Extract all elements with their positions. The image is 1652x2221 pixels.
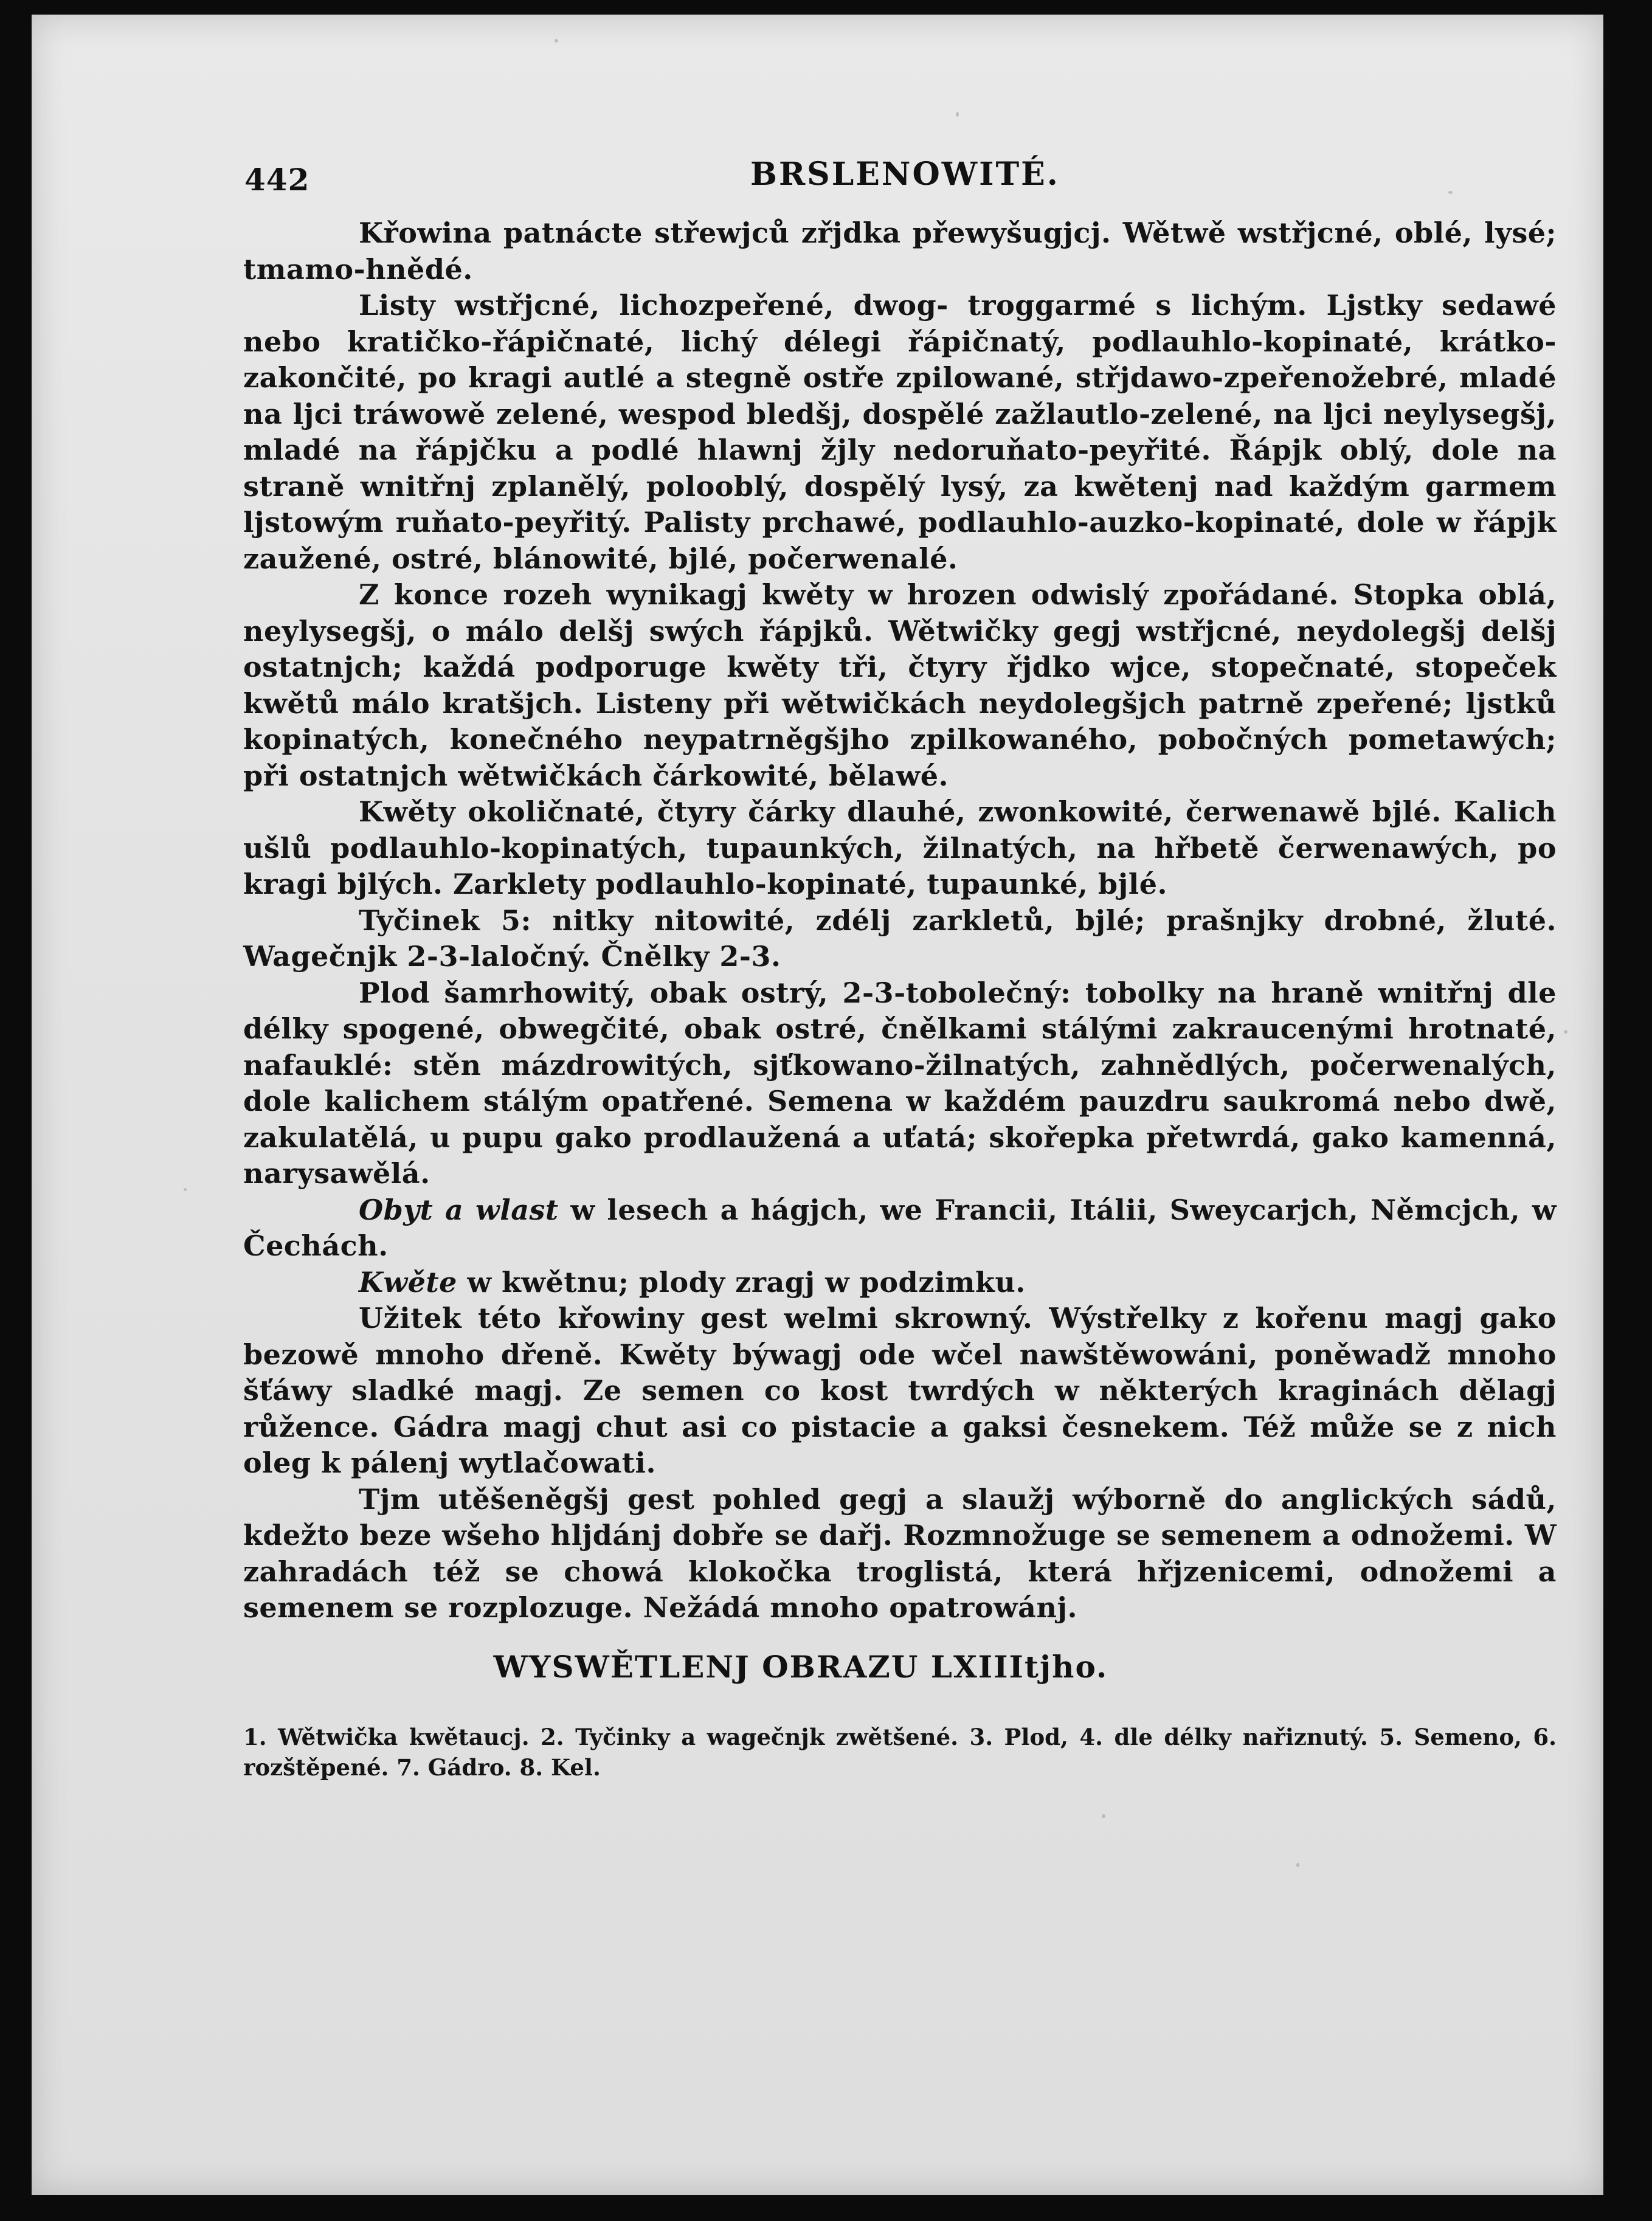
paragraph-stamens: Tyčinek 5: nitky nitowité, zdélj zarkletů, bjlé; prašnjky drobné, žluté. Wagečnjk 2-3-laločný. Čnělky 2-3. bbox=[243, 903, 1557, 973]
habitat-label: Obyt a wlast bbox=[359, 1193, 559, 1226]
habitat-text: w lesech a hágjch, we Francii, Itálii, Sweycarjch, Němcjch, w Čechách. bbox=[243, 1193, 1557, 1262]
running-title: BRSLENOWITÉ. bbox=[750, 156, 1060, 193]
flowering-label: Kwěte bbox=[359, 1265, 457, 1299]
book-page bbox=[32, 15, 1603, 2195]
page-header bbox=[32, 150, 1603, 198]
paragraph-habitat bbox=[243, 1192, 1557, 1265]
plate-captions: 1. Wětwička kwětaucj. 2. Tyčinky a wagečnjk zwětšené. 3. Plod, 4. dle délky nařiznutý. 5. Semeno, 6. rozštěpené. 7. Gádro. 8. Kel. bbox=[243, 1724, 1557, 1781]
page-number: 442 bbox=[244, 162, 310, 198]
paragraph-inflorescence: Z konce rozeh wynikagj kwěty w hrozen odwislý zpořádané. Stopka oblá, neylysegšj, o málo delšj swých řápjků. Wětwičky gegj wstřjcné, neydolegšj delšj ostatnjch; každá podporuge kwěty tři, čtyry řjdko wjce, stopečnaté, stopeček kwětů málo kratšjch. Listeny při wětwičkách neydolegšjch patrně zpeřené; ljstků kopinatých, konečného neypatrněgšjho zpilkowaného, pobočných pometawých; při ostatnjch wětwičkách čárkowité, bělawé. bbox=[243, 578, 1557, 792]
paragraph-flowering bbox=[243, 1265, 1557, 1301]
paragraph-uses: Užitek této křowiny gest welmi skrowný. Wýstřelky z kořenu magj gako bezowě mnoho dřeně. Kwěty býwagj ode wčel nawštěwowáni, poněwadž mnoho šťáwy sladké magj. Ze semen co kost twrdých w některých kraginách dělagj růžence. Gádra magj chut asi co pistacie a gaksi česnekem. Též může se z nich oleg k pálenj wytlačowati. bbox=[243, 1302, 1557, 1479]
paragraph-flowers: Kwěty okoličnaté, čtyry čárky dlauhé, zwonkowité, čerwenawě bjlé. Kalich ušlů podlauhlo-kopinatých, tupaunkých, žilnatých, na hřbetě čerwenawých, po kragi bjlých. Zarklety podlauhlo-kopinaté, tupaunké, bjlé. bbox=[243, 795, 1557, 900]
flowering-text: w kwětnu; plody zragj w podzimku. bbox=[457, 1265, 1026, 1299]
plate-explanation-title: WYSWĚTLENJ OBRAZU LXIIItjho. bbox=[493, 1649, 1108, 1685]
paragraph-cultivation: Tjm utěšeněgšj gest pohled gegj a slaužj wýborně do anglických sádů, kdežto beze wšeho hljdánj dobře se dařj. Rozmnožuge se semenem a odnožemi. W zahradách též se chowá klokočka troglistá, která hřjzenicemi, odnožemi a semenem se rozplozuge. Nežádá mnoho opatrowánj. bbox=[243, 1482, 1557, 1624]
main-text bbox=[243, 215, 1557, 1626]
paragraph-stem: Křowina patnácte střewjců zřjdka přewyšugjcj. Wětwě wstřjcné, oblé, lysé; tmamo-hnědé. bbox=[243, 216, 1557, 286]
paragraph-leaves: Listy wstřjcné, lichozpeřené, dwog- troggarmé s lichým. Ljstky sedawé nebo kratičko-řápičnaté, lichý délegi řápičnatý, podlauhlo-kopinaté, krátko-zakončité, po kragi autlé a stegně ostře zpilowané, střjdawo-zpeřenožebré, mladé na ljci tráwowě zelené, wespod bledšj, dospělé zažlautlo-zelené, na ljci neylysegšj, mladé na řápjčku a podlé hlawnj žjly nedoruňato-peyřité. Řápjk oblý, dole na straně wnitřnj zplanělý, polooblý, dospělý lysý, za kwětenj nad každým garmem ljstowým ruňato-peyřitý. Palisty prchawé, podlauhlo-auzko-kopinaté, dole w řápjk zaužené, ostré, blánowité, bjlé, počerwenalé. bbox=[243, 289, 1557, 575]
paragraph-fruit: Plod šamrhowitý, obak ostrý, 2-3-tobolečný: tobolky na hraně wnitřnj dle délky spogené, obwegčité, obak ostré, čnělkami stálými zakraucenými hrotnaté, nafauklé: stěn mázdrowitých, sjťkowano-žilnatých, zahnědlých, počerwenalých, dole kalichem stálým opatřené. Semena w každém pauzdru saukromá nebo dwě, zakulatělá, u pupu gako prodlaužená a uťatá; skořepka přetwrdá, gako kamenná, narysawělá. bbox=[243, 976, 1557, 1190]
